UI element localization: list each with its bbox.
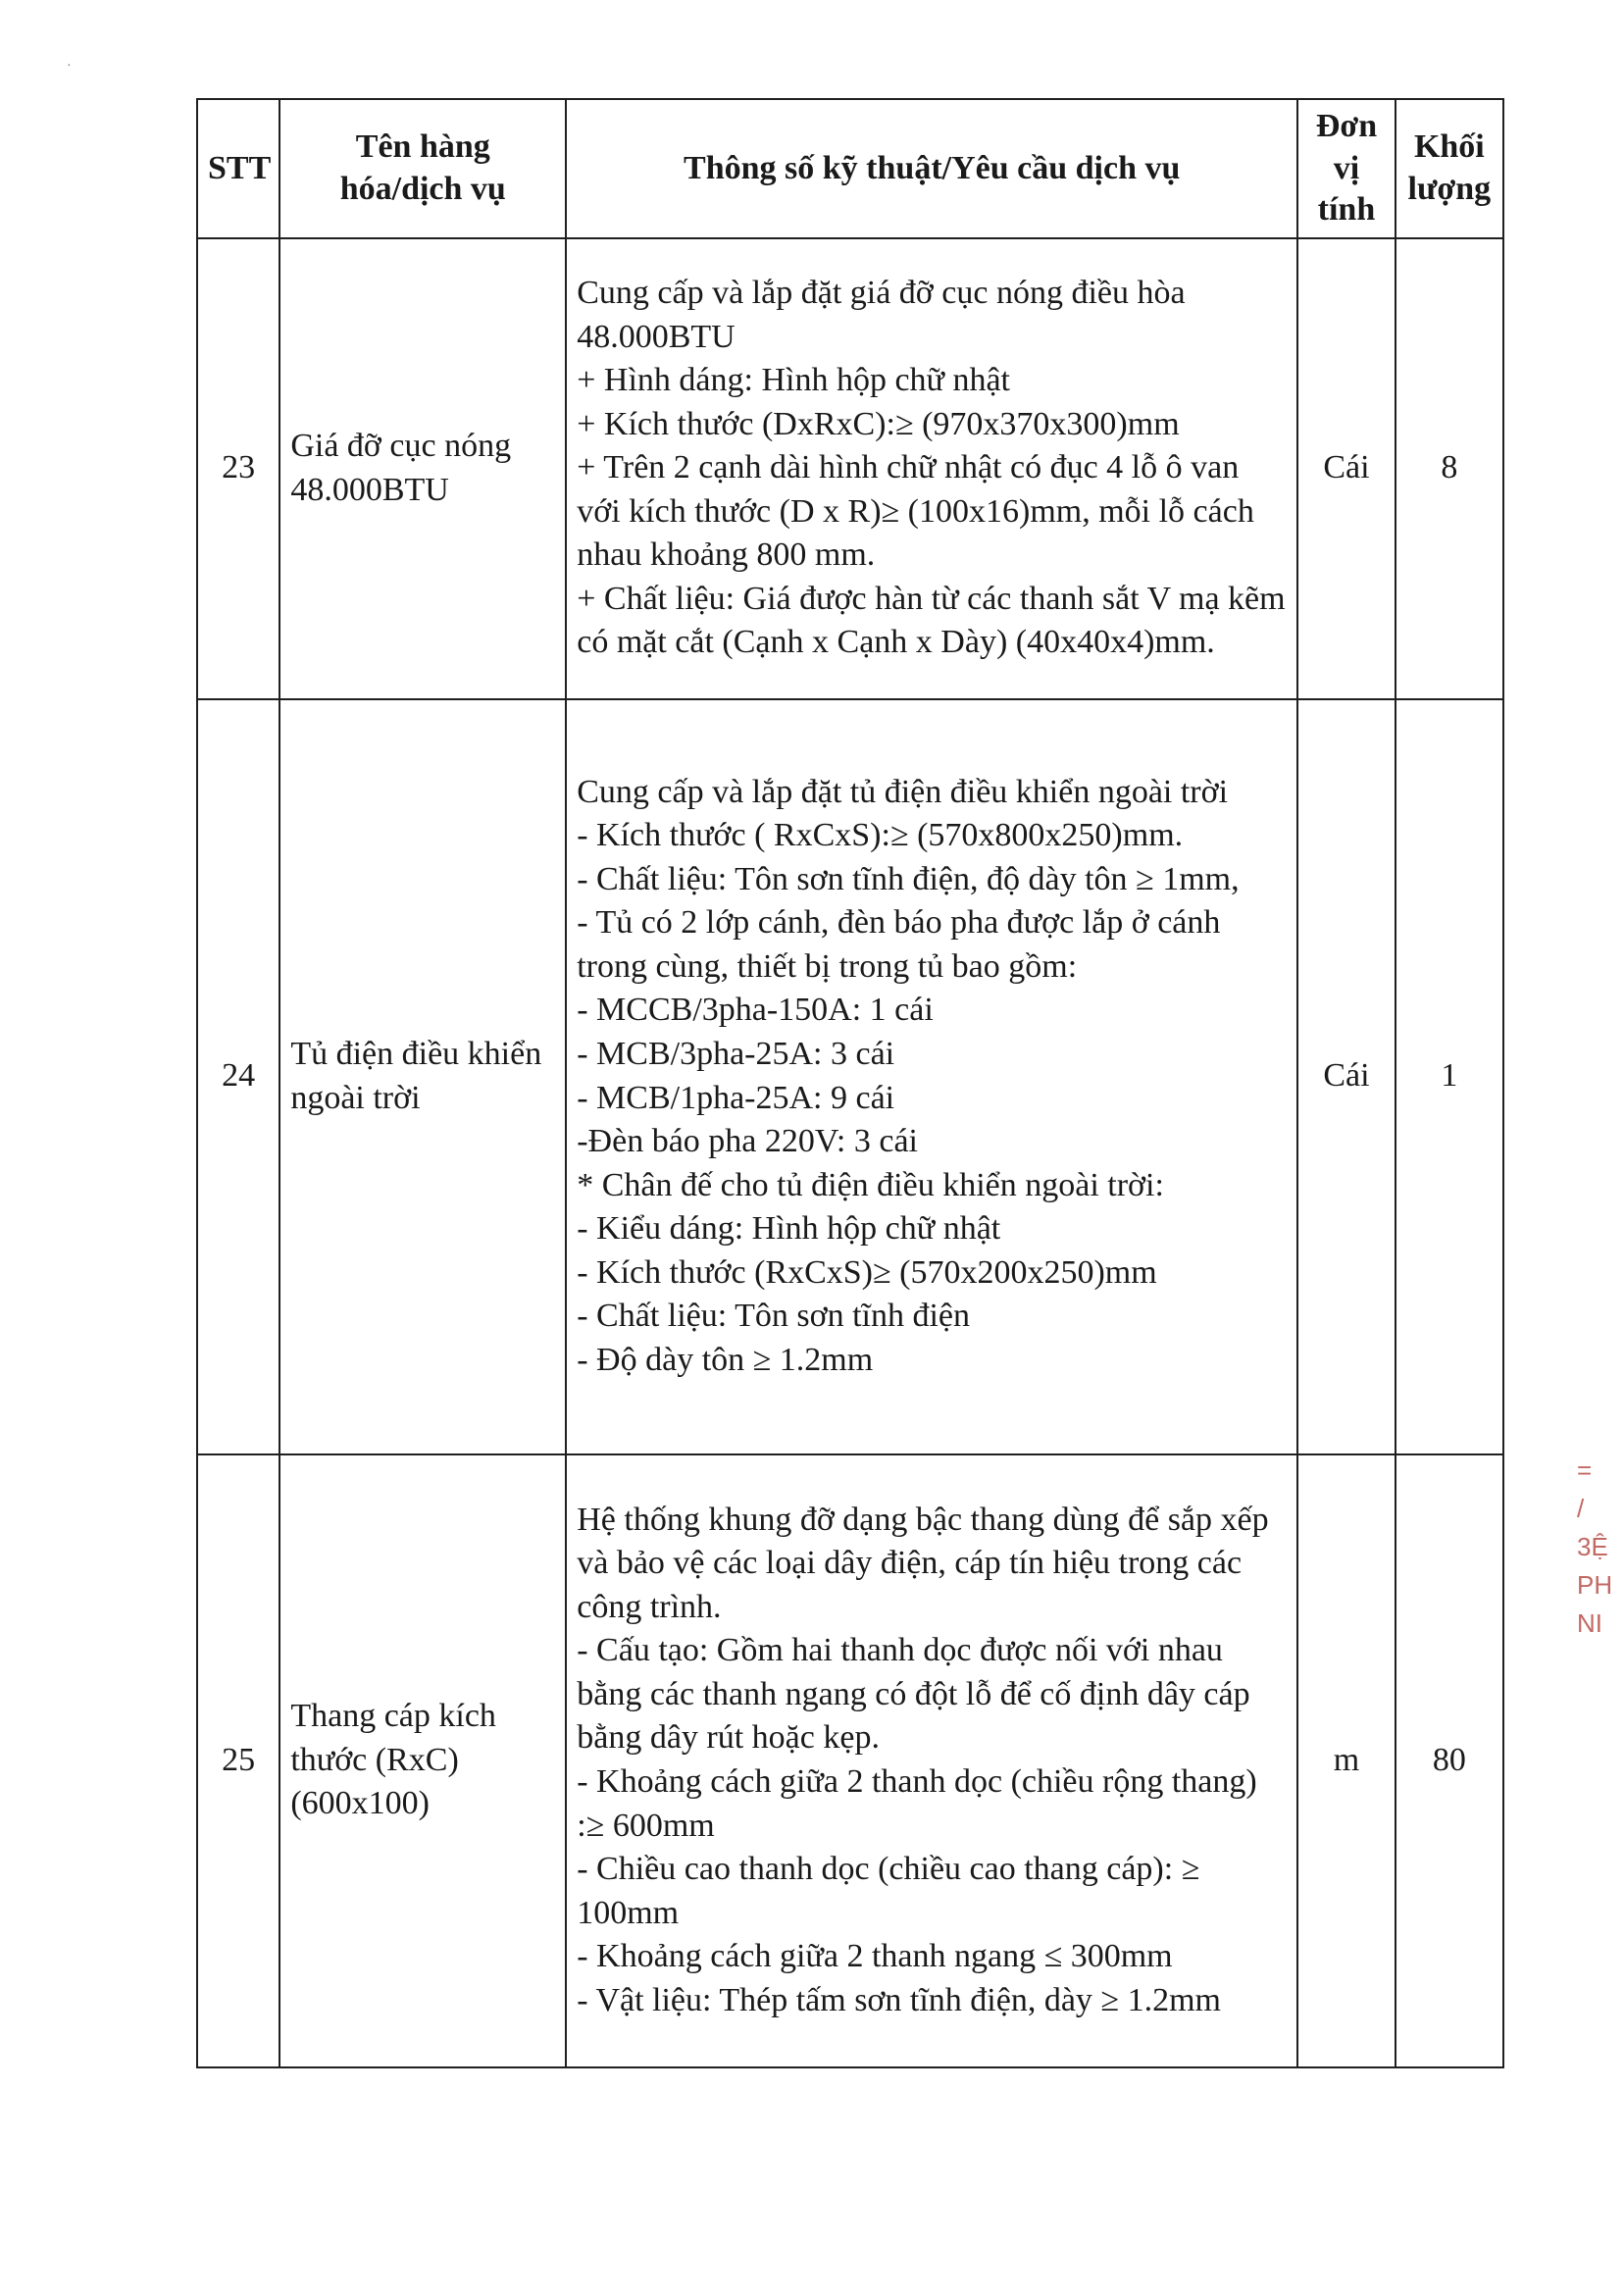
- row-stt: 25: [197, 1454, 279, 2067]
- spec-line: Cung cấp và lắp đặt tủ điện điều khiển ngoài trời: [577, 773, 1229, 810]
- spec-line: + Chất liệu: Giá được hàn từ các thanh sắt V mạ kẽm có mặt cắt (Cạnh x Cạnh x Dày) (40x40x4)mm.: [577, 580, 1286, 661]
- header-unit: Đơn vị tính: [1297, 99, 1395, 238]
- spec-line: - MCB/1pha-25A: 9 cái: [577, 1079, 895, 1116]
- row-quantity: 8: [1396, 238, 1503, 699]
- row-quantity: 1: [1396, 699, 1503, 1454]
- scan-speck: ·: [67, 59, 72, 74]
- red-stamp-fragment: [1577, 1452, 1624, 1643]
- spec-line: - Khoảng cách giữa 2 thanh ngang ≤ 300mm: [577, 1938, 1173, 1975]
- row-stt: 23: [197, 238, 279, 699]
- row-unit: Cái: [1297, 699, 1395, 1454]
- spec-line: + Trên 2 cạnh dài hình chữ nhật có đục 4 lỗ ô van với kích thước (D x R)≥ (100x16)mm, mỗi lỗ cách nhau khoảng 800 mm.: [577, 449, 1254, 574]
- row-item-name: Thang cáp kích thước (RxC) (600x100): [279, 1454, 566, 2067]
- spec-line: - Kiểu dáng: Hình hộp chữ nhật: [577, 1210, 1001, 1248]
- header-stt: STT: [197, 99, 279, 238]
- row-item-name: Tủ điện điều khiển ngoài trời: [279, 699, 566, 1454]
- spec-line: Hệ thống khung đỡ dạng bậc thang dùng để sắp xếp và bảo vệ các loại dây điện, cáp tín hiệu trong các công trình.: [577, 1501, 1269, 1625]
- stamp-glyph: NI: [1577, 1608, 1602, 1638]
- row-quantity: 80: [1396, 1454, 1503, 2067]
- spec-line: - Khoảng cách giữa 2 thanh dọc (chiều rộng thang) :≥ 600mm: [577, 1763, 1257, 1844]
- technical-spec-table: [196, 98, 1504, 2068]
- stamp-glyph: =: [1577, 1455, 1593, 1485]
- table-header-row: [197, 99, 1503, 238]
- stamp-glyph: PH: [1577, 1570, 1613, 1600]
- spec-line: * Chân đế cho tủ điện điều khiển ngoài trời:: [577, 1166, 1164, 1203]
- spec-line: Cung cấp và lắp đặt giá đỡ cục nóng điều hòa 48.000BTU: [577, 275, 1186, 355]
- spec-line: - Tủ có 2 lớp cánh, đèn báo pha được lắp ở cánh trong cùng, thiết bị trong tủ bao gồm:: [577, 904, 1221, 985]
- header-quantity: Khối lượng: [1396, 99, 1503, 238]
- spec-line: - Chất liệu: Tôn sơn tĩnh điện: [577, 1298, 970, 1335]
- spec-line: - MCCB/3pha-150A: 1 cái: [577, 992, 934, 1029]
- header-specification: Thông số kỹ thuật/Yêu cầu dịch vụ: [566, 99, 1297, 238]
- spec-line: - Cấu tạo: Gồm hai thanh dọc được nối với nhau bằng các thanh ngang có đột lỗ để cố định dây cáp bằng dây rút hoặc kẹp.: [577, 1632, 1250, 1757]
- table-row: [197, 238, 1503, 699]
- row-specification: [566, 699, 1297, 1454]
- row-specification: [566, 1454, 1297, 2067]
- spec-line: - Độ dày tôn ≥ 1.2mm: [577, 1341, 874, 1378]
- spec-line: - Kích thước (RxCxS)≥ (570x200x250)mm: [577, 1253, 1157, 1291]
- spec-line: - Chiều cao thanh dọc (chiều cao thang cáp): ≥ 100mm: [577, 1851, 1200, 1931]
- spec-line: - MCB/3pha-25A: 3 cái: [577, 1035, 895, 1072]
- header-item-name: Tên hàng hóa/dịch vụ: [279, 99, 566, 238]
- stamp-glyph: /: [1577, 1494, 1585, 1523]
- row-specification: [566, 238, 1297, 699]
- spec-line: -Đèn báo pha 220V: 3 cái: [577, 1123, 918, 1160]
- spec-line: - Chất liệu: Tôn sơn tĩnh điện, độ dày tôn ≥ 1mm,: [577, 860, 1240, 897]
- spec-line: - Kích thước ( RxCxS):≥ (570x800x250)mm.: [577, 817, 1184, 854]
- spec-line: + Kích thước (DxRxC):≥ (970x370x300)mm: [577, 405, 1180, 442]
- spec-line: + Hình dáng: Hình hộp chữ nhật: [577, 362, 1011, 399]
- table-row: [197, 699, 1503, 1454]
- spec-line: - Vật liệu: Thép tấm sơn tĩnh điện, dày ≥ 1.2mm: [577, 1981, 1221, 2018]
- table-row: [197, 1454, 1503, 2067]
- stamp-glyph: 3Ệ: [1577, 1532, 1608, 1561]
- row-unit: m: [1297, 1454, 1395, 2067]
- row-item-name: Giá đỡ cục nóng 48.000BTU: [279, 238, 566, 699]
- row-stt: 24: [197, 699, 279, 1454]
- row-unit: Cái: [1297, 238, 1395, 699]
